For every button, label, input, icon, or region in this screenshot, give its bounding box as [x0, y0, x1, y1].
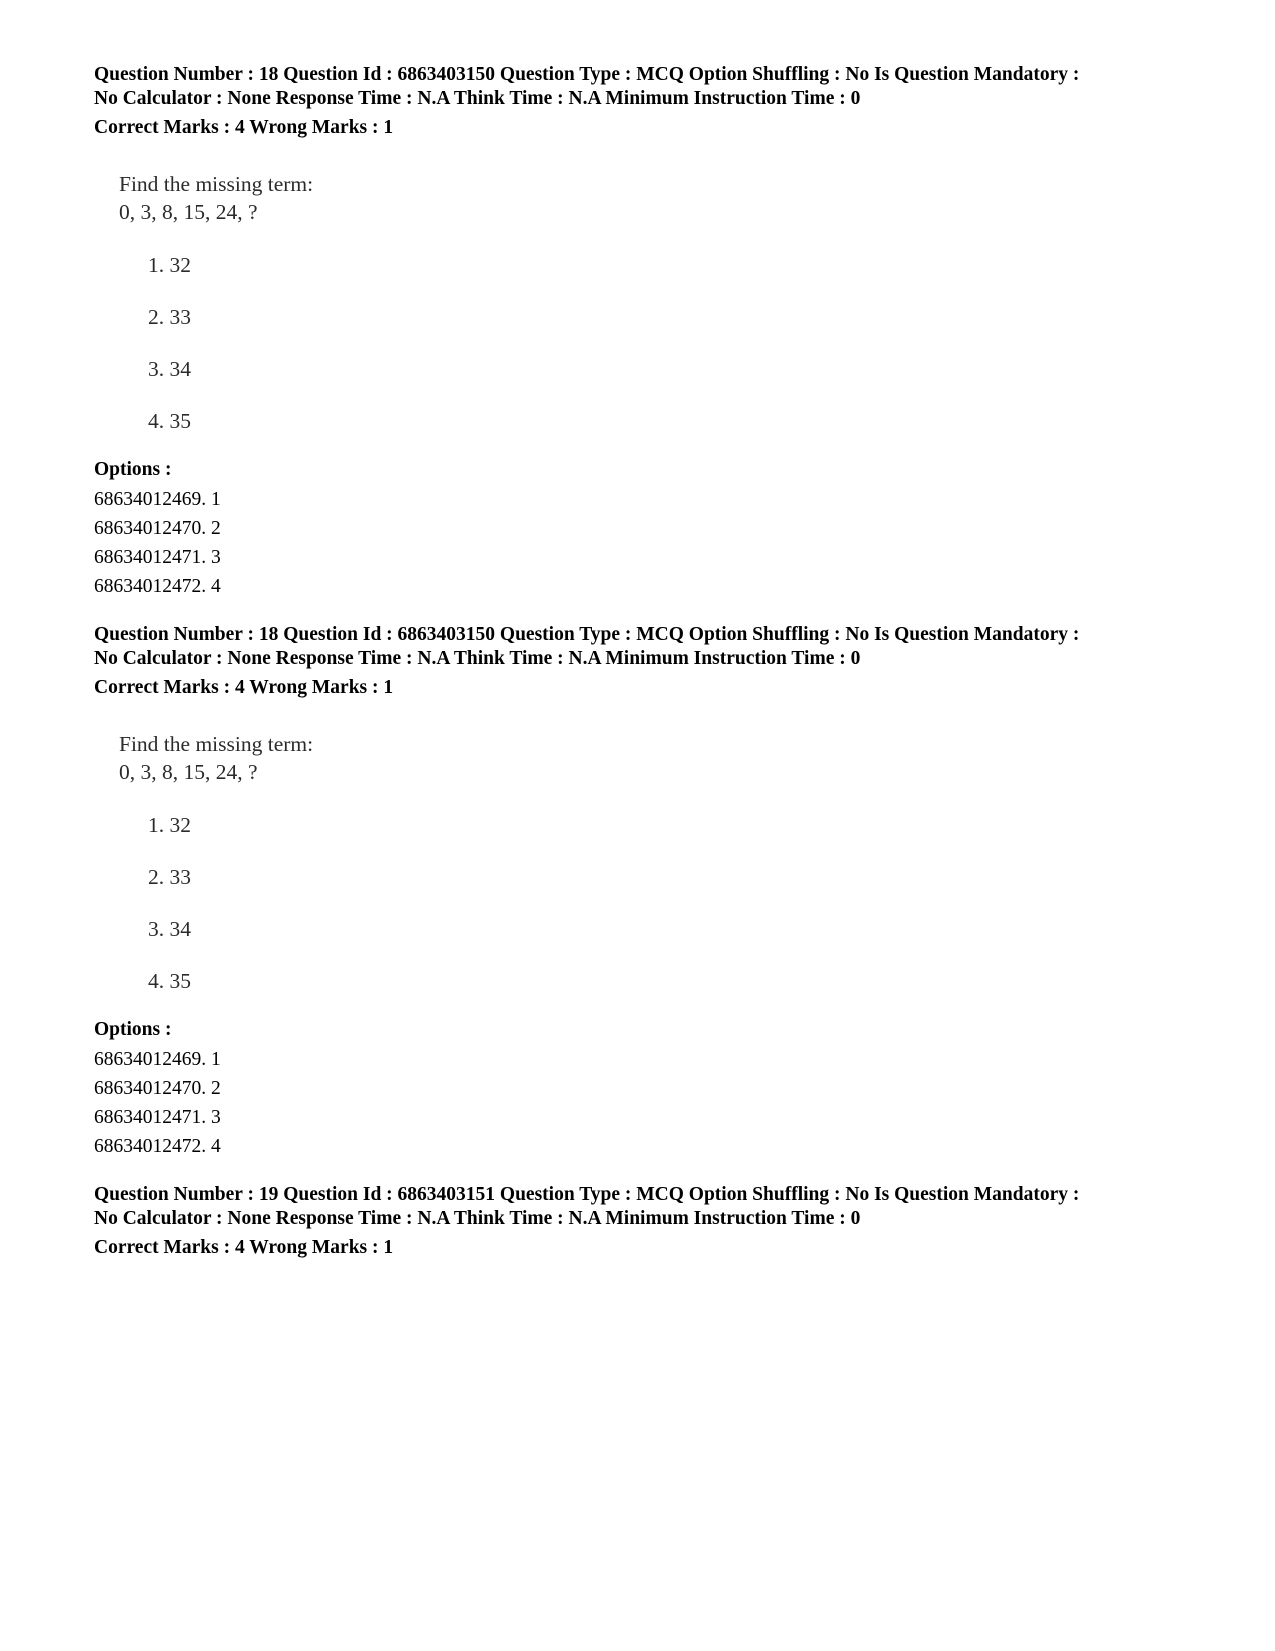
options-heading: Options : [94, 1019, 172, 1040]
question-block [94, 1183, 1194, 1260]
question-sequence: 0, 3, 8, 15, 24, ? [119, 200, 258, 224]
option-row: 68634012470. 2 [94, 1078, 221, 1099]
option-row: 68634012471. 3 [94, 547, 221, 568]
question-prompt: Find the missing term: [119, 172, 314, 196]
answer-choice: 2. 33 [148, 305, 191, 329]
question-meta-line-2: No Calculator : None Response Time : N.A Think Time : N.A Minimum Instruction Time : 0 [94, 88, 861, 109]
option-row: 68634012470. 2 [94, 518, 221, 539]
option-row: 68634012471. 3 [94, 1107, 221, 1128]
question-meta-line-1: Question Number : 18 Question Id : 6863403150 Question Type : MCQ Option Shuffling : No Is Question Mandatory : [94, 624, 1080, 645]
question-block [94, 623, 1194, 1161]
answer-choice: 1. 32 [148, 813, 191, 837]
question-block [94, 63, 1194, 601]
answer-choice: 3. 34 [148, 917, 191, 941]
question-marks-line: Correct Marks : 4 Wrong Marks : 1 [94, 1237, 394, 1258]
question-meta-line-2: No Calculator : None Response Time : N.A Think Time : N.A Minimum Instruction Time : 0 [94, 648, 861, 669]
question-marks-line: Correct Marks : 4 Wrong Marks : 1 [94, 117, 394, 138]
answer-choice: 1. 32 [148, 253, 191, 277]
answer-choice: 3. 34 [148, 357, 191, 381]
answer-choice: 4. 35 [148, 969, 191, 993]
question-content [119, 730, 1194, 994]
answer-choice: 2. 33 [148, 865, 191, 889]
options-list [94, 1045, 1194, 1161]
option-row: 68634012472. 4 [94, 576, 221, 597]
question-content [119, 170, 1194, 434]
question-sequence: 0, 3, 8, 15, 24, ? [119, 760, 258, 784]
options-heading: Options : [94, 459, 172, 480]
question-meta-line-1: Question Number : 19 Question Id : 6863403151 Question Type : MCQ Option Shuffling : No Is Question Mandatory : [94, 1184, 1080, 1205]
question-meta-line-1: Question Number : 18 Question Id : 6863403150 Question Type : MCQ Option Shuffling : No Is Question Mandatory : [94, 64, 1080, 85]
option-row: 68634012469. 1 [94, 489, 221, 510]
question-prompt: Find the missing term: [119, 732, 314, 756]
options-list [94, 485, 1194, 601]
question-marks-line: Correct Marks : 4 Wrong Marks : 1 [94, 677, 394, 698]
option-row: 68634012472. 4 [94, 1136, 221, 1157]
answer-choice: 4. 35 [148, 409, 191, 433]
option-row: 68634012469. 1 [94, 1049, 221, 1070]
question-meta-line-2: No Calculator : None Response Time : N.A Think Time : N.A Minimum Instruction Time : 0 [94, 1208, 861, 1229]
